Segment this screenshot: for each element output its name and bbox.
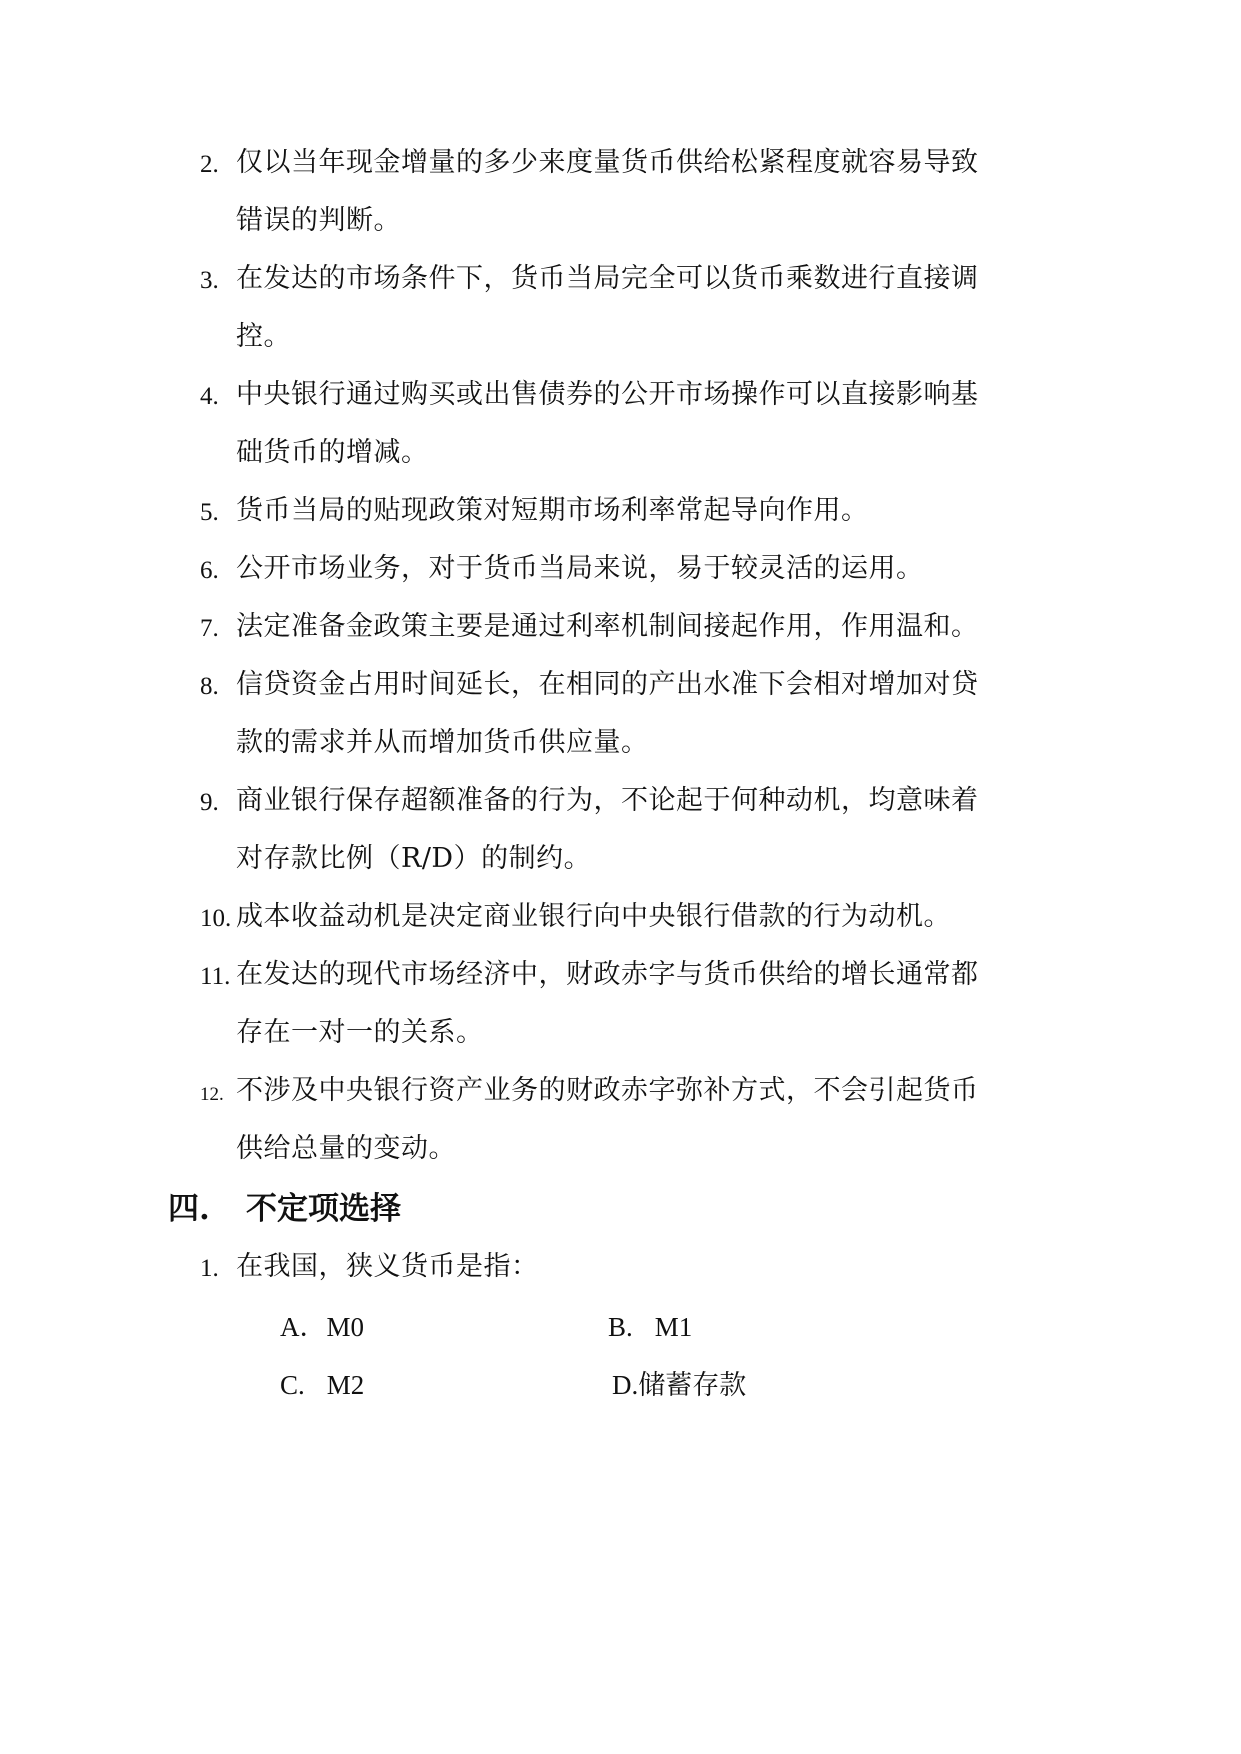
question-text: 在我国，狭义货币是指： xyxy=(236,1251,539,1282)
item-text-continued: 错误的判断。 xyxy=(236,205,401,236)
item-text: 仅以当年现金增量的多少来度量货币供给松紧程度就容易导致 xyxy=(236,147,979,178)
item-text: 中央银行通过购买或出售债券的公开市场操作可以直接影响基 xyxy=(236,379,979,410)
item-text: 法定准备金政策主要是通过利率机制间接起作用，作用温和。 xyxy=(236,611,979,642)
section-title: 不定项选择 xyxy=(246,1191,401,1227)
option-d-label: D. xyxy=(612,1370,639,1400)
item-text: 货币当局的贴现政策对短期市场利率常起导向作用。 xyxy=(236,495,869,526)
option-d xyxy=(612,1365,746,1406)
item-number: 8. xyxy=(200,673,219,700)
option-b-text: M1 xyxy=(654,1312,693,1342)
option-d-text: 储蓄存款 xyxy=(638,1370,747,1401)
item-number: 4. xyxy=(200,383,219,410)
item-text-continued: 供给总量的变动。 xyxy=(236,1133,456,1164)
question-number: 1. xyxy=(200,1255,219,1282)
option-b xyxy=(608,1307,692,1348)
item-text-continued: 款的需求并从而增加货币供应量。 xyxy=(236,727,649,758)
section-number: 四. xyxy=(168,1191,210,1227)
item-text: 在发达的现代市场经济中，财政赤字与货币供给的增长通常都 xyxy=(236,959,979,990)
option-a xyxy=(280,1307,364,1348)
item-number: 7. xyxy=(200,615,219,642)
item-text: 商业银行保存超额准备的行为，不论起于何种动机，均意味着 xyxy=(236,785,979,816)
item-number: 6. xyxy=(200,557,219,584)
item-number: 3. xyxy=(200,267,219,294)
item-number: 10. xyxy=(200,905,232,932)
item-text: 不涉及中央银行资产业务的财政赤字弥补方式，不会引起货币 xyxy=(236,1075,979,1106)
item-text: 在发达的市场条件下，货币当局完全可以货币乘数进行直接调 xyxy=(236,263,979,294)
item-text: 信贷资金占用时间延长，在相同的产出水准下会相对增加对贷 xyxy=(236,669,979,700)
option-c xyxy=(280,1365,364,1406)
item-number: 11. xyxy=(200,963,231,990)
item-text-continued: 控。 xyxy=(236,321,291,352)
option-a-label: A． xyxy=(280,1312,327,1342)
item-number: 12. xyxy=(200,1084,224,1105)
item-text: 成本收益动机是决定商业银行向中央银行借款的行为动机。 xyxy=(236,901,951,932)
item-text-continued: 对存款比例（R/D）的制约。 xyxy=(236,843,592,874)
option-a-text: M0 xyxy=(326,1312,365,1342)
item-text-continued: 础货币的增减。 xyxy=(236,437,429,468)
item-text: 公开市场业务，对于货币当局来说，易于较灵活的运用。 xyxy=(236,553,924,584)
option-c-text: M2 xyxy=(326,1370,365,1400)
option-c-label: C. xyxy=(280,1370,305,1400)
item-text-continued: 存在一对一的关系。 xyxy=(236,1017,484,1048)
item-number: 9. xyxy=(200,789,219,816)
option-b-label: B. xyxy=(608,1312,633,1342)
item-number: 2. xyxy=(200,151,219,178)
item-number: 5. xyxy=(200,499,219,526)
